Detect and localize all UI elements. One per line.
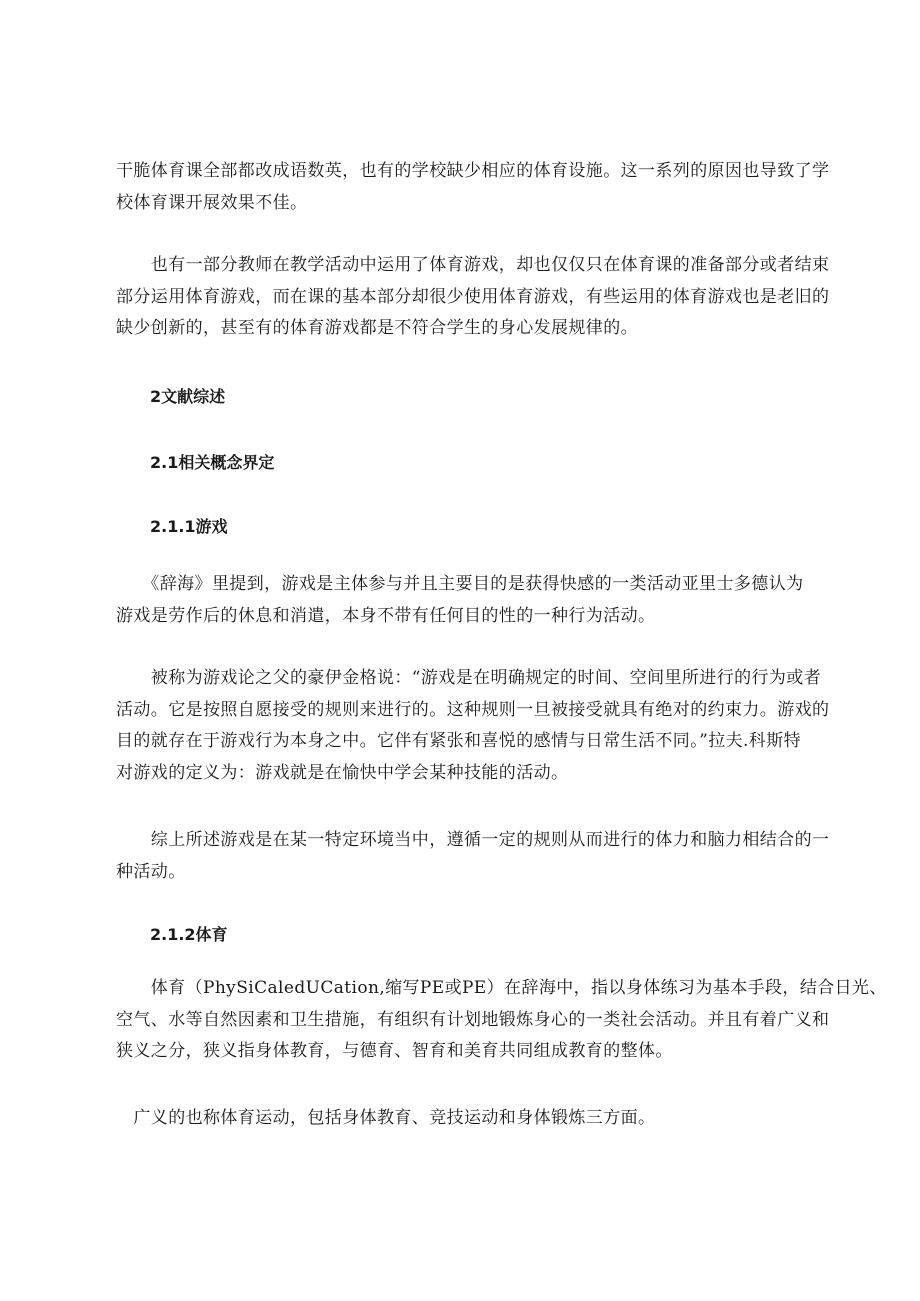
paragraph-huizinga	[116, 663, 830, 789]
paragraph-line: 干脆体育课全部都改成语数英，也有的学校缺少相应的体育设施。这一系列的原因也导致了学	[116, 161, 830, 181]
paragraph-line: 游戏是劳作后的休息和消遣，本身不带有任何目的性的一种行为活动。	[116, 605, 656, 626]
paragraph-summary	[116, 825, 830, 888]
paragraph-line: 对游戏的定义为：游戏就是在愉快中学会某种技能的活动。	[116, 762, 569, 783]
paragraph-line: 狭义之分，狭义指身体教育，与德育、智育和美育共同组成教育的整体。	[116, 1041, 673, 1061]
paragraph-line: 体育（PhySiCaledUCation,缩写PE或PE）在辞海中，指以身体练习为基本手段，结合日光、	[116, 978, 887, 998]
paragraph-line: 目的就存在于游戏行为本身之中。它伴有紧张和喜悦的感情与日常生活不同。”拉夫.科斯特	[116, 731, 801, 751]
section-heading-2-1-2: 2.1.2体育	[150, 925, 228, 944]
paragraph-line: 综上所述游戏是在某一特定环境当中，遵循一定的规则从而进行的体力和脑力相结合的一	[116, 830, 830, 850]
paragraph-broad	[116, 1103, 816, 1135]
paragraph-line: 活动。它是按照自愿接受的规则来进行的。这种规则一旦被接受就具有绝对的约束力。游戏的	[116, 699, 830, 720]
paragraph-line: 校体育课开展效果不佳。	[116, 192, 308, 213]
paragraph-cihai	[116, 569, 816, 632]
paragraph-intro	[116, 156, 830, 219]
paragraph-teachers	[116, 250, 830, 345]
paragraph-line: 也有一部分教师在教学活动中运用了体育游戏，却也仅仅只在体育课的准备部分或者结束	[116, 255, 830, 275]
paragraph-line: 种活动。	[116, 861, 186, 882]
section-heading-2: 2文献综述	[150, 387, 226, 406]
paragraph-line: 《辞海》里提到，游戏是主体参与并且主要目的是获得快感的一类活动亚里士多德认为	[116, 574, 804, 594]
section-heading-2-1: 2.1相关概念界定	[150, 453, 275, 472]
section-heading-2-1-1: 2.1.1游戏	[150, 517, 228, 536]
paragraph-line: 缺少创新的，甚至有的体育游戏都是不符合学生的身心发展规律的。	[116, 318, 638, 338]
paragraph-line: 被称为游戏论之父的豪伊金格说：“游戏是在明确规定的时间、空间里所进行的行为或者	[116, 668, 822, 688]
paragraph-pe	[116, 973, 887, 1068]
paragraph-line: 部分运用体育游戏，而在课的基本部分却很少使用体育游戏，有些运用的体育游戏也是老旧的	[116, 286, 830, 307]
paragraph-line: 空气、水等自然因素和卫生措施，有组织有计划地锻炼身心的一类社会活动。并且有着广义和	[116, 1009, 830, 1030]
paragraph-line: 广义的也称体育运动，包括身体教育、竞技运动和身体锻炼三方面。	[116, 1108, 656, 1128]
